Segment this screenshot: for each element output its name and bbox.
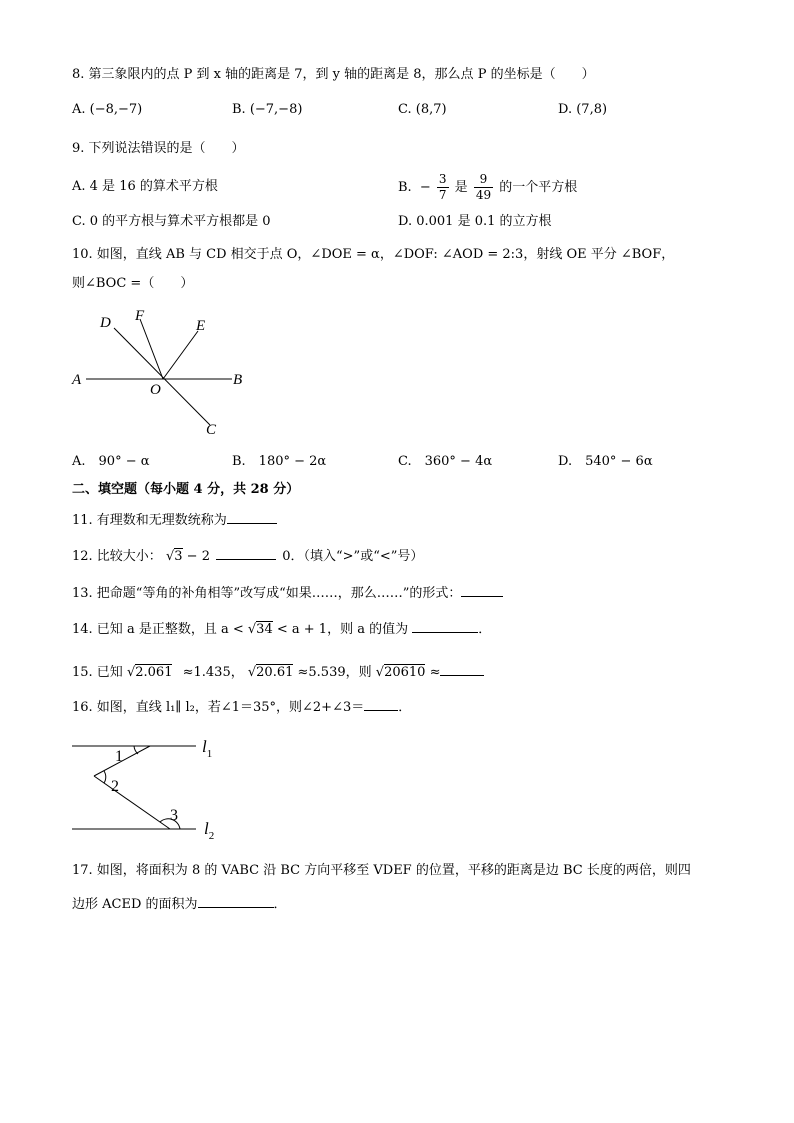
q8-option-c: C. (8,7) bbox=[398, 102, 447, 117]
fraction: $\frac{3}{7}$ bbox=[438, 172, 447, 202]
q13: 13. 把命题“等角的补角相等”改写成“如果……，那么……”的形式： bbox=[72, 582, 503, 603]
q8-option-a: A. (−8,−7) bbox=[72, 102, 143, 117]
label-l1: $l_1$ bbox=[202, 737, 213, 760]
q16: 16. 如图，直线 l₁∥ l₂，若∠1＝35°，则∠2+∠3＝ ． bbox=[72, 696, 411, 717]
label-d: D bbox=[100, 315, 111, 331]
label-a: A bbox=[72, 372, 82, 388]
q15: 15. 已知 √2.061 ≈1.435， √20.61 ≈5.539，则 √20610 ≈ bbox=[72, 661, 484, 682]
q11: 11. 有理数和无理数统称为 bbox=[72, 509, 277, 530]
q10-option-b: B. 180° − 2α bbox=[232, 454, 327, 469]
ray-oe bbox=[163, 331, 198, 379]
q9-option-b: B. − $\frac{3}{7}$ 是 $\frac{9}{49}$ 的一个平方根 bbox=[398, 172, 578, 202]
q9-option-b-label: B. bbox=[398, 180, 412, 195]
angle-2-label: 2 bbox=[111, 778, 119, 795]
label-e: E bbox=[196, 318, 206, 334]
q10-option-c: C. 360° − 4α bbox=[398, 454, 493, 469]
ray-of bbox=[140, 319, 163, 379]
answer-blank[interactable] bbox=[227, 509, 277, 524]
q10-stem-line1: 10. 如图，直线 AB 与 CD 相交于点 O，∠DOE = α，∠DOF: ∠AOD = 2:3，射线 OE 平分 ∠BOF， bbox=[72, 247, 675, 262]
answer-blank[interactable] bbox=[440, 661, 484, 676]
q14: 14. 已知 a 是正整数，且 a < √34 < a + 1，则 a 的值为 ． bbox=[72, 618, 491, 639]
q9-option-c: C. 0 的平方根与算术平方根都是 0 bbox=[72, 214, 271, 229]
section-heading: 二、填空题（每小题 4 分，共 28 分） bbox=[72, 482, 300, 497]
q9-stem: 9. 下列说法错误的是（ ） bbox=[72, 141, 245, 156]
label-f: F bbox=[135, 308, 145, 324]
answer-blank[interactable] bbox=[216, 545, 276, 560]
label-l2: $l_2$ bbox=[204, 819, 215, 842]
sqrt-symbol: √34 bbox=[247, 622, 273, 637]
label-o: O bbox=[150, 382, 161, 398]
sqrt-symbol: √20610 bbox=[375, 665, 426, 680]
label-b: B bbox=[233, 372, 243, 388]
sqrt-symbol: √2.061 bbox=[126, 665, 173, 680]
angle-1-arc bbox=[134, 746, 138, 754]
q10-stem-line2: 则∠BOC =（ ） bbox=[72, 276, 194, 291]
answer-blank[interactable] bbox=[198, 893, 274, 908]
answer-blank[interactable] bbox=[364, 696, 398, 711]
angle-2-arc bbox=[104, 771, 106, 783]
sqrt-symbol: √3 bbox=[165, 549, 183, 564]
q9-option-a: A. 4 是 16 的算术平方根 bbox=[72, 179, 218, 194]
answer-blank[interactable] bbox=[461, 582, 503, 597]
q9-option-d: D. 0.001 是 0.1 的立方根 bbox=[398, 214, 552, 229]
q10-figure bbox=[60, 300, 270, 445]
q16-figure bbox=[60, 730, 240, 845]
angle-3-label: 3 bbox=[170, 807, 178, 824]
q10-option-d: D. 540° − 6α bbox=[558, 454, 653, 469]
fraction: $\frac{9}{49}$ bbox=[475, 172, 492, 202]
q17-line1: 17. 如图，将面积为 8 的 VABC 沿 BC 方向平移至 VDEF 的位置，平移的距离是边 BC 长度的两倍，则四 bbox=[72, 863, 691, 878]
q8-option-d: D. (7,8) bbox=[558, 102, 608, 117]
q10-option-a: A. 90° − α bbox=[72, 454, 150, 469]
q17-line2: 边形 ACED 的面积为 ． bbox=[72, 893, 287, 914]
q8-stem: 8. 第三象限内的点 P 到 x 轴的距离是 7，到 y 轴的距离是 8，那么点 P 的坐标是（ ） bbox=[72, 67, 595, 82]
sqrt-symbol: √20.61 bbox=[247, 665, 294, 680]
angle-1-label: 1 bbox=[115, 748, 123, 765]
label-c: C bbox=[206, 422, 217, 438]
segment-lower bbox=[94, 776, 170, 829]
answer-blank[interactable] bbox=[412, 618, 478, 633]
q12: 12. 比较大小： √3 − 2 0．（填入“>”或“<”号） bbox=[72, 545, 423, 566]
q8-option-b: B. (−7,−8) bbox=[232, 102, 303, 117]
